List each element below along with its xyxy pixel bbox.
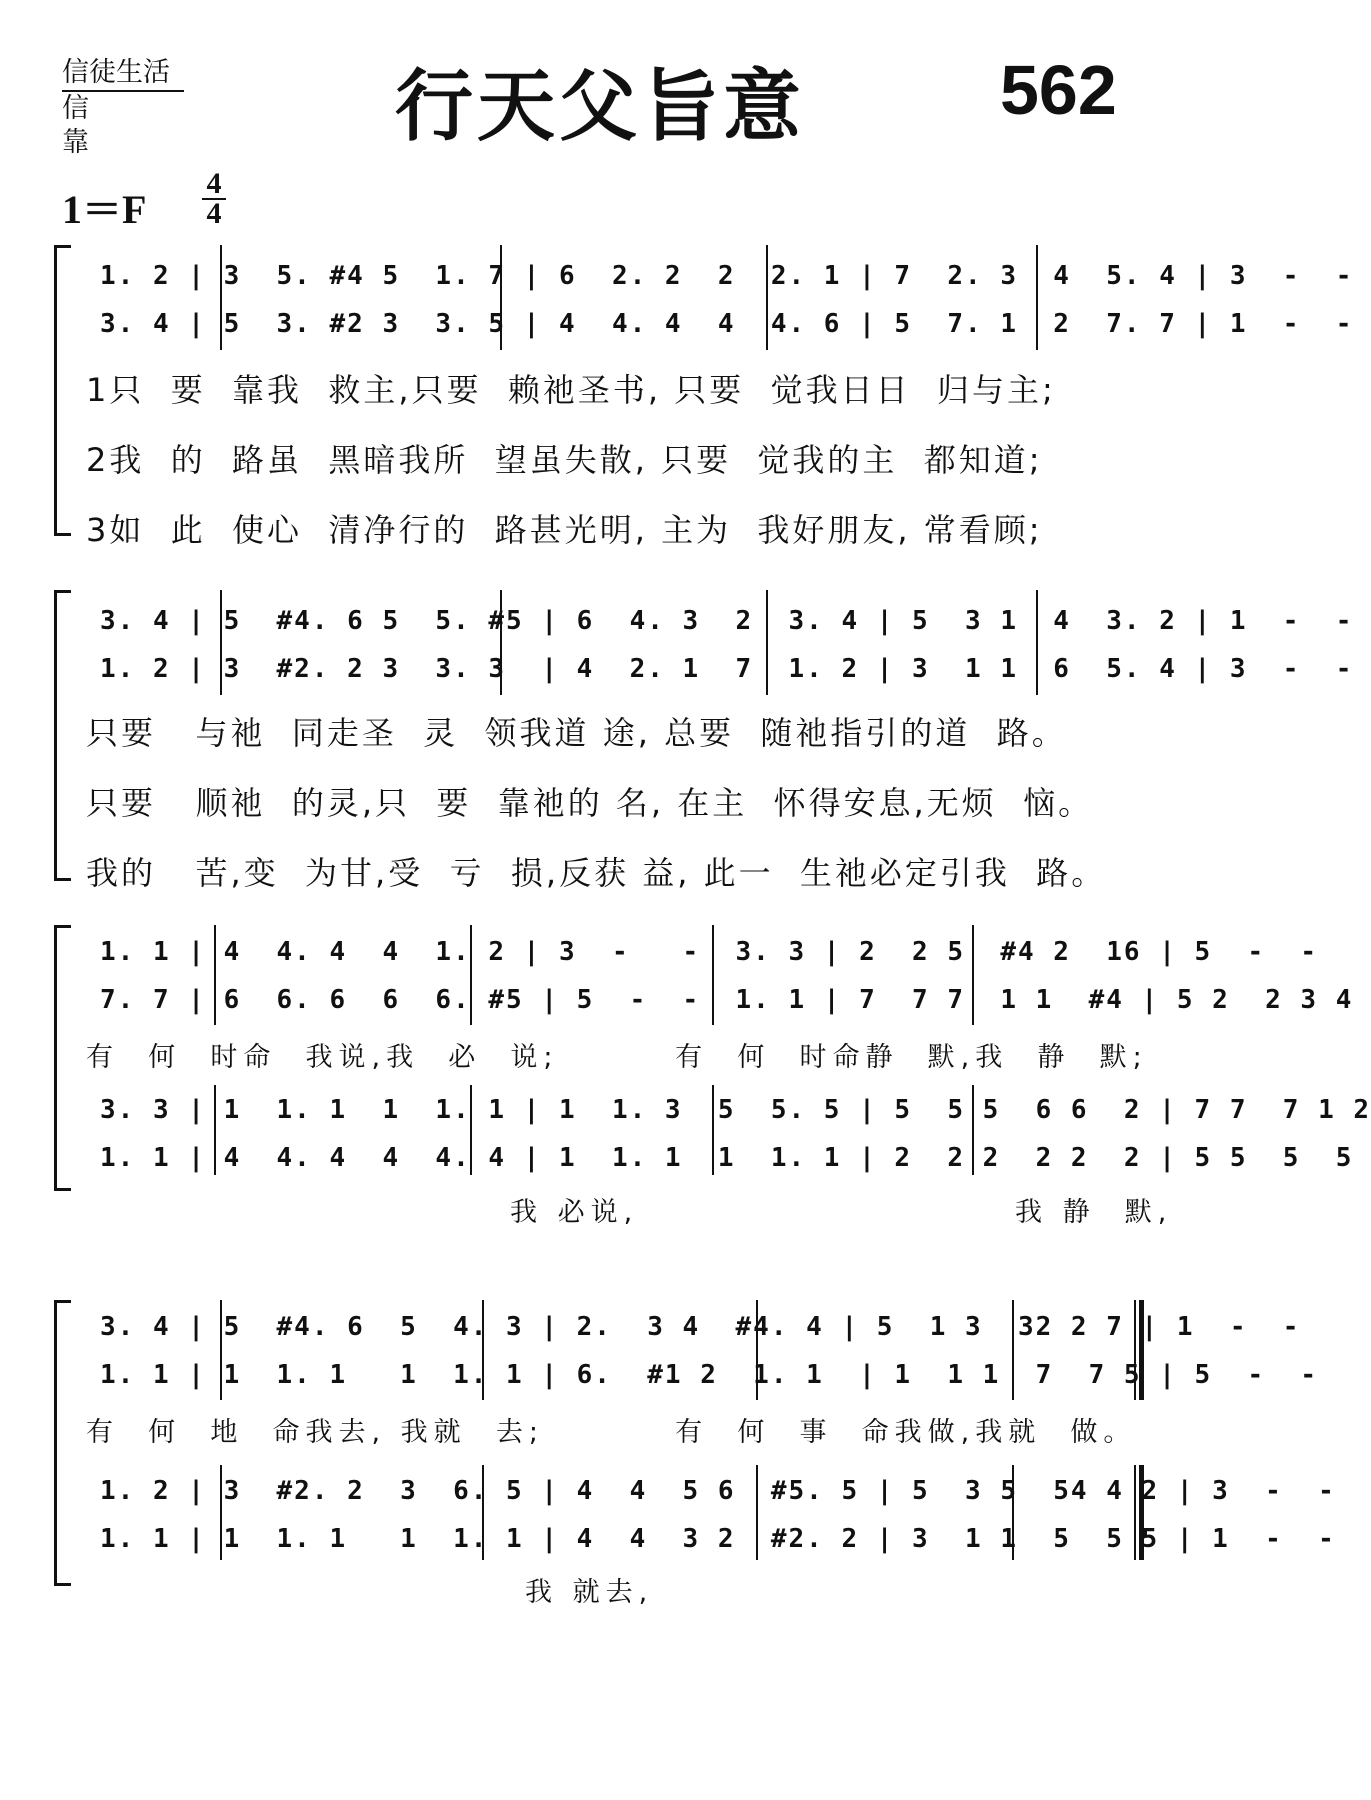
bass-line: 1. 1 | 4 4. 4 4 4. 4 | 1 1. 1 1 1. 1 | 2 2 2 2 2 2 | 5 5 5 5 (100, 1143, 1354, 1173)
soprano-line: 3. 4 | 5 #4. 6 5 4. 3 | 2. 3 4 #4. 4 | 5 1 3 32 2 7 | 1 - - (100, 1312, 1301, 1342)
lyric-verse-3: 3如 此 使心 清净行的 路甚光明, 主为 我好朋友, 常看顾; (86, 511, 1043, 549)
tenor-line: 3. 3 | 1 1. 1 1 1. 1 | 1 1. 3 5 5. 5 | 5 5 5 6 6 2 | 7 7 7 1 2 (100, 1095, 1371, 1125)
system-2 (0, 590, 1354, 892)
hymn-number: 562 (1000, 51, 1117, 129)
system-4 (0, 1300, 1336, 1608)
alto-line: 1. 2 | 3 #2. 2 3 3. 3 | 4 2. 1 7 1. 2 | 3 1 1 6 5. 4 | 3 - - (100, 654, 1354, 684)
system-bracket (54, 1300, 71, 1586)
echo-lyric-1: 我 必说, (510, 1197, 639, 1228)
lyric-verse-3: 我的 苦,变 为甘,受 亏 损,反获 益, 此一 生祂必定引我 路。 (86, 854, 1107, 892)
lyric-verse-1: 1只 要 靠我 救主,只要 赖祂圣书, 只要 觉我日日 归与主; (86, 371, 1056, 409)
lyric-verse-2: 只要 顺祂 的灵,只 要 靠祂的 名, 在主 怀得安息,无烦 恼。 (86, 784, 1094, 822)
category-bottom: 信靠 (62, 93, 139, 158)
tenor-line: 1. 2 | 3 #2. 2 3 6. 5 | 4 4 5 6 #5. 5 | 5 3 5 54 4 2 | 3 - - (100, 1476, 1336, 1506)
alto-line: 1. 1 | 1 1. 1 1 1. 1 | 6. #1 2 1. 1 | 1 1 1 7 7 5 | 5 - - (100, 1360, 1319, 1390)
time-bottom: 4 (206, 197, 222, 230)
lyric-verse-2: 2我 的 路虽 黑暗我所 望虽失散, 只要 觉我的主 都知道; (86, 441, 1043, 479)
system-bracket (54, 245, 71, 536)
echo-lyric-1: 我 就去, (525, 1577, 654, 1608)
key-signature: 1＝F (62, 187, 147, 232)
system-bracket (54, 590, 71, 881)
system-3 (0, 925, 1371, 1228)
lyric-line: 有 何 地 命我去, 我就 去; 有 何 事 命我做,我就 做。 (86, 1417, 1137, 1448)
system-1 (0, 245, 1354, 549)
soprano-line: 3. 4 | 5 #4. 6 5 5. #5 | 6 4. 3 2 3. 4 | 5 3 1 4 3. 2 | 1 - - (100, 606, 1354, 636)
echo-lyric-2: 我 静 默, (1015, 1197, 1173, 1228)
system-bracket (54, 925, 71, 1191)
time-top: 4 (202, 170, 226, 200)
category-top: 信徒生活 (62, 56, 184, 92)
alto-line: 7. 7 | 6 6. 6 6 6. #5 | 5 - - 1. 1 | 7 7 7 1 1 #4 | 5 2 2 3 4 (100, 985, 1354, 1015)
bass-line: 1. 1 | 1 1. 1 1 1. 1 | 4 4 3 2 #2. 2 | 3 1 1 5 5 5 | 1 - - (100, 1524, 1336, 1554)
hymn-title: 行天父旨意 (394, 61, 805, 152)
lyric-verse-1: 只要 与祂 同走圣 灵 领我道 途, 总要 随祂指引的道 路。 (86, 714, 1067, 752)
alto-line: 3. 4 | 5 3. #2 3 3. 5 | 4 4. 4 4 4. 6 | 5 7. 1 2 7. 7 | 1 - - (100, 309, 1354, 339)
lyric-line: 有 何 时命 我说,我 必 说; 有 何 时命静 默,我 静 默; (86, 1042, 1148, 1073)
time-signature (202, 167, 226, 230)
soprano-line: 1. 2 | 3 5. #4 5 1. 7 | 6 2. 2 2 2. 1 | 7 2. 3 4 5. 4 | 3 - - (100, 261, 1354, 291)
soprano-line: 1. 1 | 4 4. 4 4 1. 2 | 3 - - 3. 3 | 2 2 5 #4 2 16 | 5 - - (100, 937, 1319, 967)
